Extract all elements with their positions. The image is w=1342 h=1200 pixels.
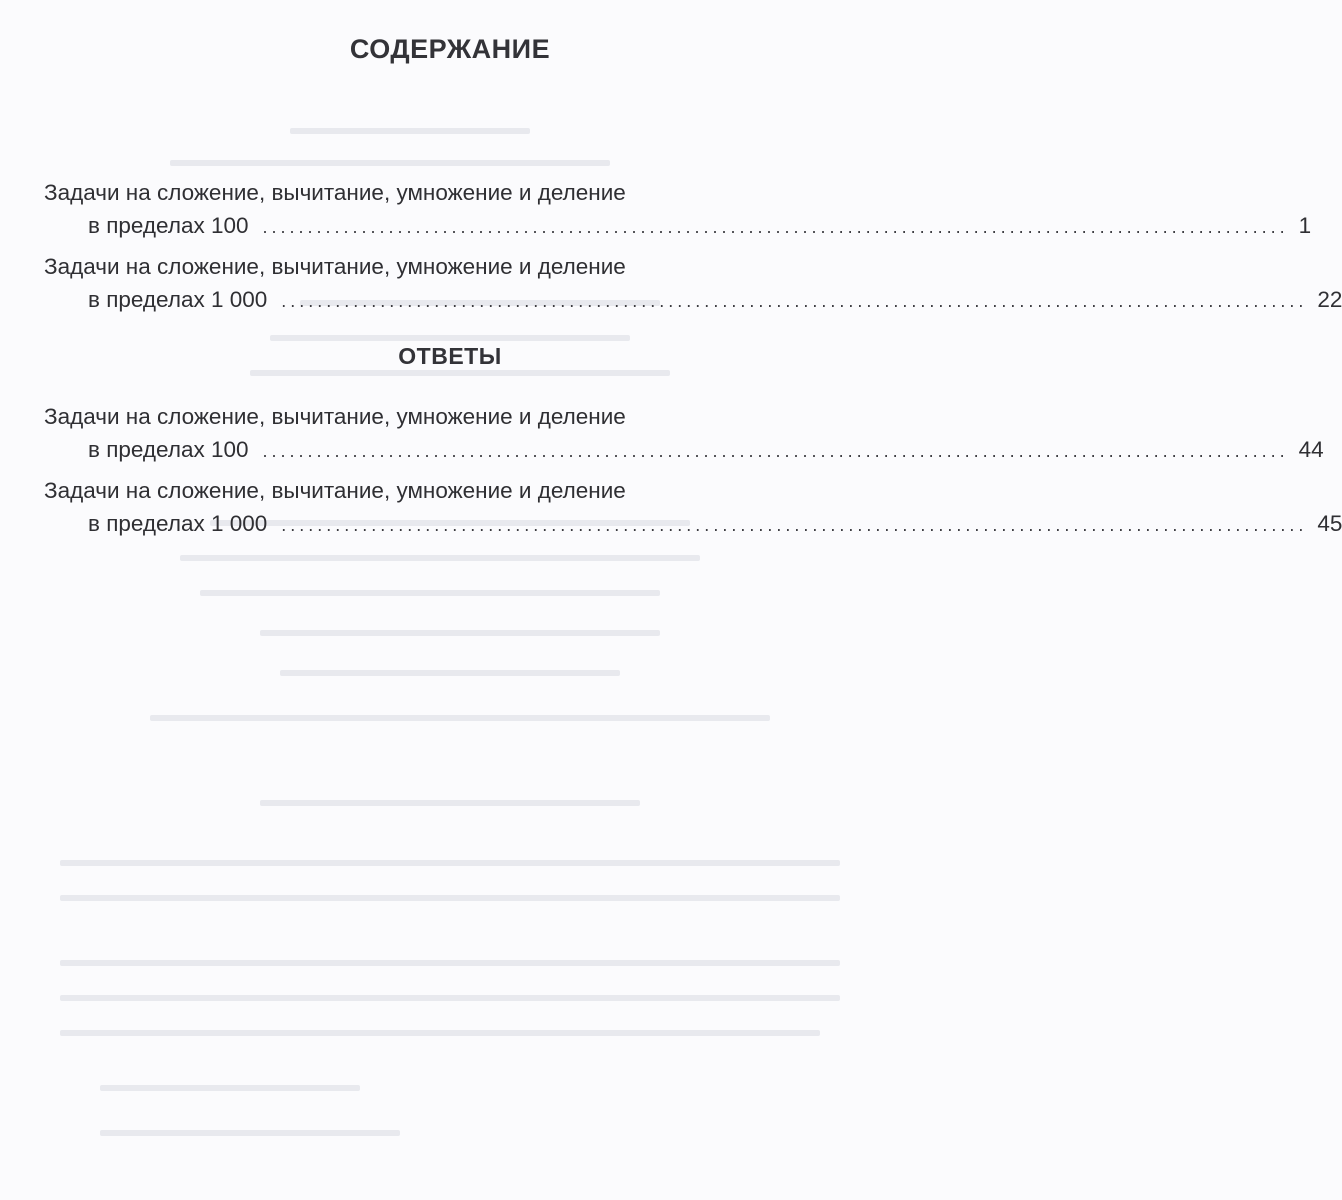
toc-entry[interactable]	[44, 474, 1342, 542]
toc-entry-title-line2	[44, 283, 1342, 318]
bleed-through-mark	[200, 590, 660, 596]
toc-entry-title-line1: Задачи на сложение, вычитание, умножение и деление	[44, 404, 626, 429]
toc-entry-title-line2	[44, 209, 1312, 244]
toc-entry-title-line2	[44, 433, 1324, 468]
dot-leader: ..................................................................................................................	[281, 291, 1308, 311]
bleed-through-mark	[250, 370, 670, 376]
bleed-through-mark	[60, 960, 840, 966]
toc-page-number: 45	[1317, 511, 1342, 536]
toc-page-number: 44	[1298, 437, 1324, 462]
dot-leader: ..................................................................................................................	[262, 217, 1289, 237]
bleed-through-mark	[280, 670, 620, 676]
bleed-through-mark	[180, 555, 700, 561]
dot-leader: ..................................................................................................................	[281, 515, 1308, 535]
toc-entry-title-line1: Задачи на сложение, вычитание, умножение и деление	[44, 254, 626, 279]
answers-heading: ОТВЕТЫ	[398, 343, 502, 369]
toc-page-number: 22	[1317, 287, 1342, 312]
toc-entry-title-line1: Задачи на сложение, вычитание, умножение и деление	[44, 180, 626, 205]
bleed-through-mark	[60, 995, 840, 1001]
bleed-through-mark	[100, 1085, 360, 1091]
bleed-through-mark	[150, 715, 770, 721]
bleed-through-mark	[60, 860, 840, 866]
toc-entry-title-tail: в пределах 100	[88, 437, 249, 462]
bleed-through-mark	[270, 335, 630, 341]
toc-entry-title-tail: в пределах 1 000	[88, 287, 268, 312]
dot-leader: ..................................................................................................................	[262, 441, 1289, 461]
toc-entry-title-tail: в пределах 100	[88, 213, 249, 238]
toc-entry[interactable]	[44, 250, 1342, 318]
toc-entry[interactable]	[44, 176, 1312, 244]
bleed-through-mark	[260, 800, 640, 806]
bleed-through-mark	[60, 895, 840, 901]
answers-list	[44, 400, 1342, 542]
toc-entry-title-line1: Задачи на сложение, вычитание, умножение и деление	[44, 478, 626, 503]
contents-list	[44, 176, 1342, 318]
bleed-through-mark	[60, 1030, 820, 1036]
bleed-through-mark	[170, 160, 610, 166]
contents-heading: СОДЕРЖАНИЕ	[349, 34, 551, 64]
bleed-through-mark	[260, 630, 660, 636]
toc-entry-title-tail: в пределах 1 000	[88, 511, 268, 536]
toc-entry[interactable]	[44, 400, 1324, 468]
bleed-through-mark	[100, 1130, 400, 1136]
bleed-through-mark	[290, 128, 530, 134]
toc-entry-title-line2	[44, 507, 1342, 542]
toc-page-number: 1	[1298, 213, 1312, 238]
